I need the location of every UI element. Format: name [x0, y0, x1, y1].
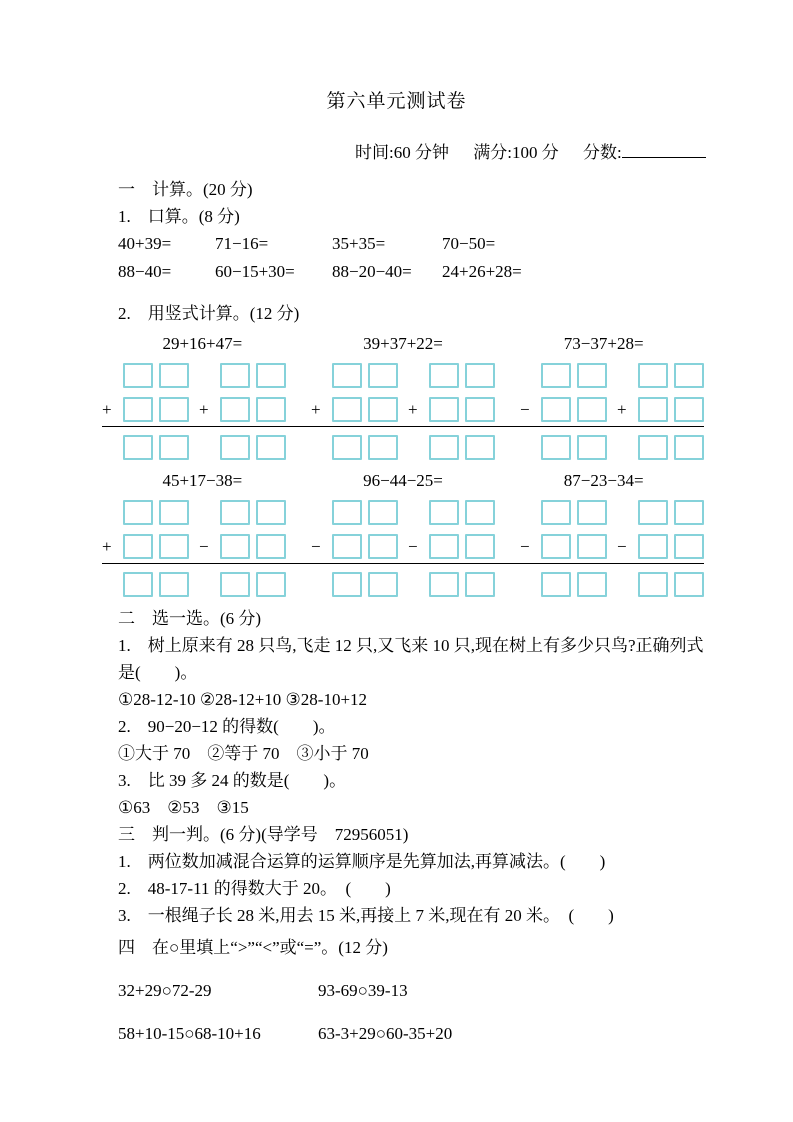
oral-problem: 88−40=: [118, 262, 172, 281]
vcalc-column-unit: [199, 534, 286, 559]
answer-box[interactable]: [159, 534, 189, 559]
exam-full-score-label: 满分:100 分: [473, 143, 559, 162]
vcalc-bot-row: [102, 435, 704, 460]
vcalc-column-unit: [311, 534, 398, 559]
vertical-calc-block-1: [102, 331, 704, 460]
vertical-problem-label: 96−44−25=: [363, 471, 443, 490]
vcalc-problem-group: [311, 435, 495, 460]
compare-problem: 58+10-15○68-10+16: [118, 1024, 261, 1043]
choose-question-2: 2. 90−20−12 的得数( )。: [118, 717, 336, 736]
operator-sign: −: [520, 400, 530, 419]
section-compare-heading: 四 在○里填上“>”“<”或“=”。(12 分): [118, 938, 388, 957]
answer-box[interactable]: [541, 435, 571, 460]
section-judge-heading: 三 判一判。(6 分)(导学号 72956051): [118, 825, 409, 844]
vcalc-problem-group: [102, 500, 286, 525]
answer-box[interactable]: [577, 534, 607, 559]
vcalc-column-unit: [520, 534, 607, 559]
vertical-calc-block-2: [102, 468, 704, 597]
vertical-problems-line: [102, 331, 704, 357]
page-title: 第六单元测试卷: [326, 91, 467, 112]
answer-box[interactable]: [256, 572, 286, 597]
oral-problem: 70−50=: [442, 234, 496, 253]
vcalc-column-unit: [408, 572, 495, 597]
answer-box[interactable]: [220, 363, 250, 388]
vcalc-problem-group: [311, 572, 495, 597]
vcalc-problem-group: [311, 500, 495, 525]
section-choose-heading: 二 选一选。(6 分): [118, 609, 262, 628]
operator-sign: −: [617, 537, 627, 556]
answer-box[interactable]: [429, 534, 459, 559]
answer-box[interactable]: [368, 572, 398, 597]
compare-problem: 32+29○72-29: [118, 981, 212, 1000]
judge-item-3: 3. 一根绳子长 28 米,用去 15 米,再接上 7 米,现在有 20 米。 ( ): [118, 906, 614, 925]
vcalc-column-unit: [199, 500, 286, 525]
answer-box[interactable]: [577, 500, 607, 525]
vcalc-column-unit: [408, 397, 495, 422]
vcalc-problem-group: [102, 397, 286, 422]
vcalc-column-unit: [102, 363, 189, 388]
answer-box[interactable]: [123, 363, 153, 388]
vertical-calc-label: 2. 用竖式计算。(12 分): [118, 304, 300, 323]
vcalc-column-unit: [408, 500, 495, 525]
vcalc-column-unit: [311, 500, 398, 525]
answer-box[interactable]: [577, 435, 607, 460]
compare-problem: 63-3+29○60-35+20: [318, 1024, 453, 1043]
oral-calc-row-1: [118, 230, 706, 258]
vcalc-column-unit: [408, 363, 495, 388]
answer-box[interactable]: [541, 534, 571, 559]
vcalc-problem-group: [520, 534, 704, 559]
answer-box[interactable]: [368, 500, 398, 525]
score-blank-line[interactable]: [622, 144, 706, 158]
vcalc-problem-group: [311, 363, 495, 388]
oral-problem: 60−15+30=: [215, 262, 295, 281]
answer-box[interactable]: [159, 435, 189, 460]
answer-box[interactable]: [541, 397, 571, 422]
oral-problem: 88−20−40=: [332, 262, 412, 281]
vcalc-column-unit: [408, 534, 495, 559]
vcalc-column-unit: [617, 363, 704, 388]
answer-box[interactable]: [429, 363, 459, 388]
vcalc-column-unit: [617, 534, 704, 559]
answer-box[interactable]: [541, 572, 571, 597]
operator-sign: −: [408, 537, 418, 556]
score-label: 分数:: [582, 143, 622, 162]
vcalc-column-unit: [520, 500, 607, 525]
vcalc-top-row: [102, 500, 704, 525]
vcalc-column-unit: [520, 363, 607, 388]
answer-box[interactable]: [332, 572, 362, 597]
answer-box[interactable]: [159, 500, 189, 525]
vcalc-column-unit: [520, 435, 607, 460]
vcalc-column-unit: [617, 500, 704, 525]
vcalc-column-unit: [199, 435, 286, 460]
answer-box[interactable]: [123, 500, 153, 525]
answer-box[interactable]: [159, 572, 189, 597]
answer-box[interactable]: [638, 397, 668, 422]
answer-box[interactable]: [577, 363, 607, 388]
vcalc-bot-row: [102, 572, 704, 597]
vcalc-problem-group: [102, 363, 286, 388]
answer-box[interactable]: [465, 435, 495, 460]
oral-calc-row-2: [118, 258, 706, 286]
operator-sign: −: [199, 537, 209, 556]
judge-item-2: 2. 48-17-11 的得数大于 20。 ( ): [118, 879, 391, 898]
vertical-problem-label: 29+16+47=: [162, 334, 243, 353]
compare-row-1: [118, 978, 706, 1004]
vcalc-column-unit: [617, 572, 704, 597]
vcalc-problem-group: [520, 572, 704, 597]
vertical-problems-line: [102, 468, 704, 494]
answer-box[interactable]: [429, 572, 459, 597]
answer-box[interactable]: [123, 435, 153, 460]
vcalc-problem-group: [520, 397, 704, 422]
answer-box[interactable]: [256, 435, 286, 460]
vertical-problem-label: 45+17−38=: [162, 471, 243, 490]
answer-box[interactable]: [368, 435, 398, 460]
vcalc-problem-group: [102, 572, 286, 597]
operator-sign: +: [102, 400, 112, 419]
answer-box[interactable]: [638, 572, 668, 597]
operator-sign: +: [311, 400, 321, 419]
vcalc-column-unit: [311, 572, 398, 597]
answer-box[interactable]: [465, 572, 495, 597]
vcalc-column-unit: [199, 572, 286, 597]
score-field: [583, 143, 706, 162]
answer-box[interactable]: [368, 534, 398, 559]
vertical-problem-label: 39+37+22=: [363, 334, 443, 353]
answer-box[interactable]: [332, 397, 362, 422]
section-calc-heading: 一 计算。(20 分): [118, 180, 253, 199]
answer-box[interactable]: [332, 435, 362, 460]
vertical-problem-label: 73−37+28=: [563, 334, 644, 353]
choose-question-3: 3. 比 39 多 24 的数是( )。: [118, 771, 347, 790]
answer-box[interactable]: [674, 572, 704, 597]
vcalc-column-unit: [617, 397, 704, 422]
oral-problem: 40+39=: [118, 234, 172, 253]
vcalc-problem-group: [520, 435, 704, 460]
answer-box[interactable]: [220, 534, 250, 559]
answer-box[interactable]: [256, 534, 286, 559]
answer-box[interactable]: [674, 363, 704, 388]
operator-sign: +: [199, 400, 209, 419]
judge-item-1: 1. 两位数加减混合运算的运算顺序是先算加法,再算减法。( ): [118, 852, 606, 871]
answer-box[interactable]: [220, 397, 250, 422]
answer-box[interactable]: [123, 534, 153, 559]
oral-calc-label: 1. 口算。(8 分): [118, 207, 240, 226]
vcalc-column-unit: [408, 435, 495, 460]
answer-box[interactable]: [674, 435, 704, 460]
answer-box[interactable]: [429, 435, 459, 460]
vcalc-column-unit: [617, 435, 704, 460]
sum-rule-line: [102, 426, 704, 427]
answer-box[interactable]: [256, 500, 286, 525]
answer-box[interactable]: [123, 397, 153, 422]
operator-sign: +: [408, 400, 418, 419]
choose-options-1: ①28-12-10 ②28-12+10 ③28-10+12: [118, 690, 368, 709]
vcalc-column-unit: [102, 435, 189, 460]
answer-box[interactable]: [638, 500, 668, 525]
sum-rule-line: [102, 563, 704, 564]
choose-options-3: ①63 ②53 ③15: [118, 798, 249, 817]
vcalc-mid-row: [102, 534, 704, 559]
answer-box[interactable]: [220, 500, 250, 525]
vcalc-column-unit: [520, 397, 607, 422]
vcalc-column-unit: [199, 363, 286, 388]
answer-box[interactable]: [123, 572, 153, 597]
vcalc-problem-group: [311, 397, 495, 422]
vcalc-column-unit: [102, 534, 189, 559]
answer-box[interactable]: [159, 397, 189, 422]
answer-box[interactable]: [465, 500, 495, 525]
vcalc-column-unit: [102, 397, 189, 422]
oral-problem: 71−16=: [215, 234, 269, 253]
vcalc-column-unit: [311, 363, 398, 388]
answer-box[interactable]: [332, 534, 362, 559]
answer-box[interactable]: [159, 363, 189, 388]
answer-box[interactable]: [674, 397, 704, 422]
vcalc-problem-group: [311, 534, 495, 559]
vcalc-column-unit: [102, 572, 189, 597]
vcalc-top-row: [102, 363, 704, 388]
vertical-problem-label: 87−23−34=: [563, 471, 644, 490]
vcalc-problem-group: [102, 435, 286, 460]
answer-box[interactable]: [368, 397, 398, 422]
answer-box[interactable]: [674, 500, 704, 525]
choose-question-1: 1. 树上原来有 28 只鸟,飞走 12 只,又飞来 10 只,现在树上有多少只鸟?正确列式是( )。: [118, 636, 704, 682]
choose-options-2: ①大于 70 ②等于 70 ③小于 70: [118, 744, 369, 763]
answer-box[interactable]: [368, 363, 398, 388]
answer-box[interactable]: [577, 572, 607, 597]
vcalc-problem-group: [520, 500, 704, 525]
answer-box[interactable]: [638, 363, 668, 388]
answer-box[interactable]: [256, 363, 286, 388]
answer-box[interactable]: [332, 500, 362, 525]
oral-problem: 24+26+28=: [442, 262, 522, 281]
answer-box[interactable]: [465, 534, 495, 559]
answer-box[interactable]: [220, 435, 250, 460]
exam-info-line: [118, 139, 706, 166]
answer-box[interactable]: [541, 363, 571, 388]
compare-row-2: [118, 1021, 706, 1047]
exam-time-label: 时间:60 分钟: [355, 143, 449, 162]
answer-box[interactable]: [465, 397, 495, 422]
vcalc-column-unit: [311, 397, 398, 422]
answer-box[interactable]: [256, 397, 286, 422]
vcalc-column-unit: [199, 397, 286, 422]
answer-box[interactable]: [429, 500, 459, 525]
operator-sign: −: [520, 537, 530, 556]
answer-box[interactable]: [220, 572, 250, 597]
answer-box[interactable]: [638, 534, 668, 559]
oral-problem: 35+35=: [332, 234, 386, 253]
vcalc-column-unit: [520, 572, 607, 597]
vcalc-mid-row: [102, 397, 704, 422]
vcalc-column-unit: [311, 435, 398, 460]
answer-box[interactable]: [429, 397, 459, 422]
answer-box[interactable]: [638, 435, 668, 460]
operator-sign: +: [102, 537, 112, 556]
vcalc-problem-group: [520, 363, 704, 388]
vcalc-problem-group: [102, 534, 286, 559]
vcalc-column-unit: [102, 500, 189, 525]
compare-problem: 93-69○39-13: [318, 981, 408, 1000]
paper-content: [102, 139, 706, 1047]
answer-box[interactable]: [674, 534, 704, 559]
operator-sign: −: [311, 537, 321, 556]
answer-box[interactable]: [577, 397, 607, 422]
operator-sign: +: [617, 400, 627, 419]
answer-box[interactable]: [541, 500, 571, 525]
answer-box[interactable]: [332, 363, 362, 388]
answer-box[interactable]: [465, 363, 495, 388]
